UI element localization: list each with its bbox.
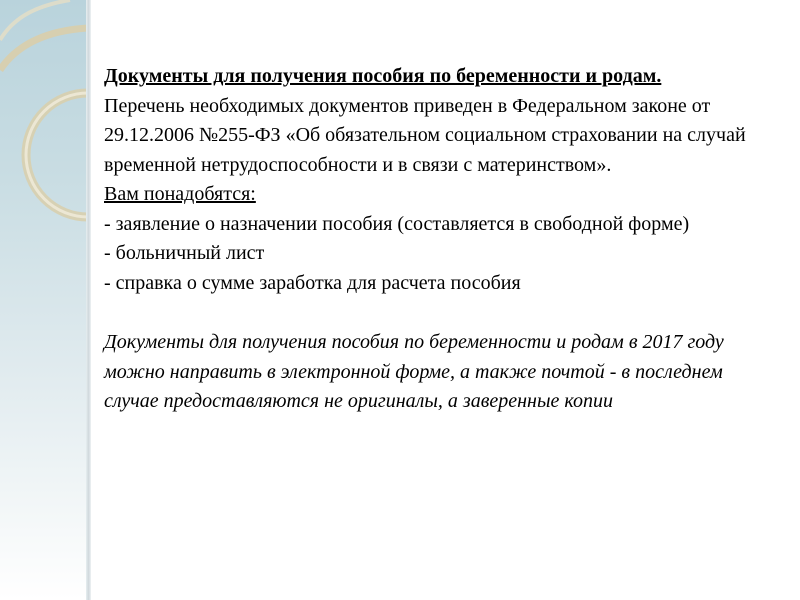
large-ring-highlight — [26, 93, 88, 217]
large-ring — [26, 93, 88, 217]
intro-paragraph: Перечень необходимых документов приведен в Федеральном законе от 29.12.2006 №255-ФЗ «Об обязательном социальном страховании на случай временной нетрудоспособности и в связи с материнством». — [104, 94, 746, 176]
list-item: - больничный лист — [104, 242, 265, 264]
spacer — [104, 298, 774, 328]
sidebar-divider — [86, 0, 91, 600]
document-heading: Документы для получения пособия по беременности и родам. — [104, 65, 662, 87]
list-item: - справка о сумме заработка для расчета пособия — [104, 271, 521, 294]
document-body — [104, 62, 774, 417]
list-title: Вам понадобятся: — [104, 183, 256, 205]
top-ring-arc — [0, 28, 88, 70]
list-item: - заявление о назначении пособия (составляется в свободной форме) — [104, 212, 690, 235]
note-paragraph: Документы для получения пособия по беременности и родам в 2017 году можно направить в электронной форме, а также почтой - в последнем случае предоставляются не оригиналы, а заверенные копии — [104, 331, 724, 412]
decorative-sidebar — [0, 0, 88, 600]
ring-ornament — [0, 0, 88, 600]
